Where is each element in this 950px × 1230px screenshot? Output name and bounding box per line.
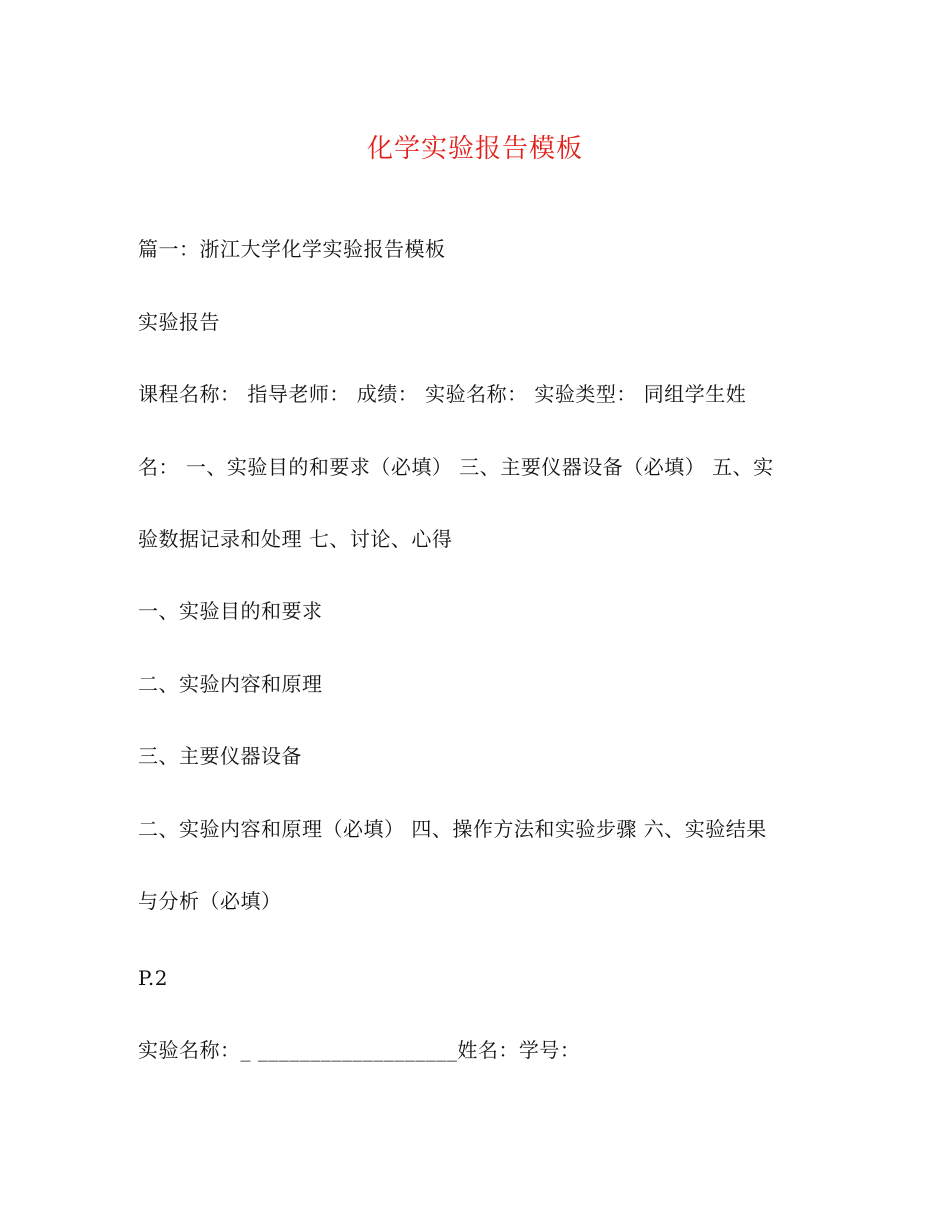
section-item-purpose: 一、实验目的和要求	[138, 599, 323, 623]
page-marker: P.2	[138, 966, 168, 990]
section-item-content: 二、实验内容和原理	[138, 672, 323, 696]
report-label: 实验报告	[138, 310, 220, 334]
document-title: 化学实验报告模板	[366, 134, 583, 164]
body-text-line: 课程名称： 指导老师： 成绩： 实验名称： 实验类型： 同组学生姓	[138, 382, 747, 406]
body-text-line: 验数据记录和处理 七、讨论、心得	[138, 527, 453, 551]
section-heading-part-one: 篇一：浙江大学化学实验报告模板	[138, 237, 446, 261]
body-text-line: 二、实验内容和原理（必填） 四、操作方法和实验步骤 六、实验结果	[138, 817, 767, 841]
section-item-equipment: 三、主要仪器设备	[138, 744, 302, 768]
experiment-name-field-line: 实验名称：_ ___________________姓名：学号：	[138, 1038, 581, 1062]
body-text-line: 与分析（必填）	[138, 889, 282, 913]
body-text-line: 名： 一、实验目的和要求（必填） 三、主要仪器设备（必填） 五、实	[138, 455, 774, 479]
